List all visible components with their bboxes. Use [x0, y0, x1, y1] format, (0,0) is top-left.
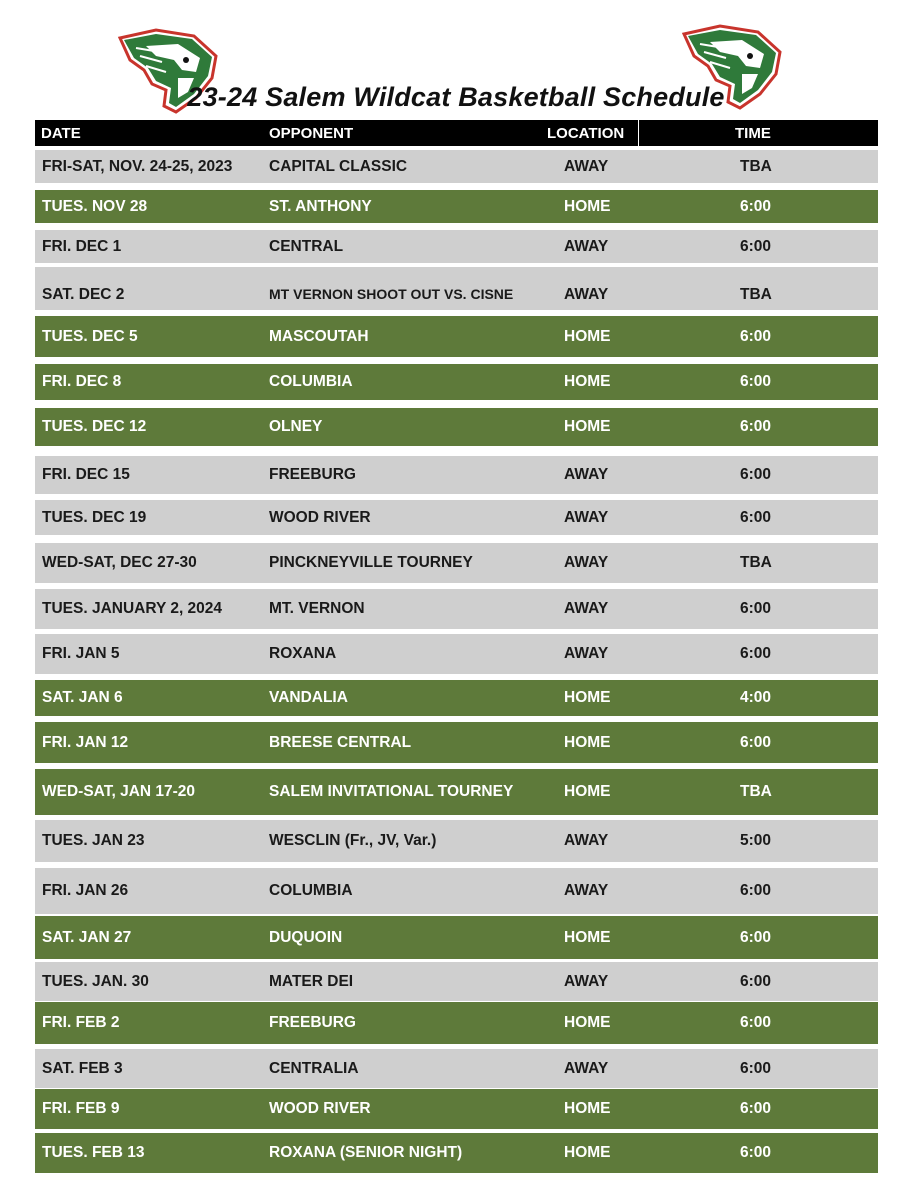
page-title: 23-24 Salem Wildcat Basketball Schedule [187, 82, 725, 112]
row-date: FRI-SAT, NOV. 24-25, 2023 [42, 158, 233, 175]
row-date: FRI. DEC 8 [42, 373, 122, 390]
table-row [35, 634, 878, 674]
row-date: TUES. NOV 28 [42, 198, 148, 215]
row-date: FRI. JAN 5 [42, 645, 120, 662]
row-time: 6:00 [740, 1100, 772, 1117]
row-date: TUES. JAN 23 [42, 832, 145, 849]
row-opponent: FREEBURG [269, 1014, 356, 1031]
row-opponent: CAPITAL CLASSIC [269, 158, 408, 175]
table-row [35, 916, 878, 959]
row-location: HOME [564, 929, 611, 946]
row-opponent: SALEM INVITATIONAL TOURNEY [269, 783, 514, 800]
row-time: 6:00 [740, 328, 772, 345]
row-location: AWAY [564, 832, 609, 849]
row-date: WED-SAT, JAN 17-20 [42, 783, 196, 800]
row-date: TUES. DEC 19 [42, 509, 147, 526]
table-row [35, 408, 878, 446]
row-time: 6:00 [740, 882, 772, 899]
table-row [35, 1089, 878, 1129]
table-row [35, 722, 878, 763]
table-row [35, 769, 878, 815]
row-opponent: MT. VERNON [269, 600, 365, 617]
row-date: FRI. JAN 12 [42, 734, 129, 751]
row-date: TUES. DEC 12 [42, 418, 147, 435]
row-location: AWAY [564, 286, 609, 303]
header-time: TIME [735, 125, 771, 142]
row-location: HOME [564, 198, 611, 215]
row-time: 6:00 [740, 600, 772, 617]
row-location: HOME [564, 1144, 611, 1161]
table-row [35, 868, 878, 914]
row-location: HOME [564, 418, 611, 435]
row-time: TBA [740, 554, 772, 571]
row-location: AWAY [564, 509, 609, 526]
row-date: SAT. DEC 2 [42, 286, 125, 303]
row-location: AWAY [564, 466, 609, 483]
table-row [35, 1049, 878, 1088]
row-opponent: WOOD RIVER [269, 1100, 371, 1117]
row-opponent: DUQUOIN [269, 929, 343, 946]
row-opponent: PINCKNEYVILLE TOURNEY [269, 554, 473, 571]
row-date: FRI. JAN 26 [42, 882, 129, 899]
row-time: 6:00 [740, 734, 772, 751]
table-row [35, 543, 878, 583]
table-row [35, 820, 878, 862]
header-date: DATE [41, 125, 81, 142]
row-opponent: MT VERNON SHOOT OUT VS. CISNE [269, 286, 514, 302]
row-opponent: ROXANA (SENIOR NIGHT) [269, 1144, 463, 1161]
row-time: 4:00 [740, 689, 772, 706]
row-location: AWAY [564, 238, 609, 255]
row-date: FRI. FEB 9 [42, 1100, 120, 1117]
row-date: WED-SAT, DEC 27-30 [42, 554, 197, 571]
table-row [35, 589, 878, 629]
row-location: HOME [564, 373, 611, 390]
row-opponent: WESCLIN (Fr., JV, Var.) [269, 832, 437, 849]
row-time: 6:00 [740, 1060, 772, 1077]
table-row [35, 190, 878, 223]
row-opponent: WOOD RIVER [269, 509, 371, 526]
row-date: FRI. DEC 1 [42, 238, 122, 255]
row-location: HOME [564, 689, 611, 706]
table-row [35, 267, 878, 310]
row-location: AWAY [564, 973, 609, 990]
row-location: AWAY [564, 882, 609, 899]
row-date: FRI. DEC 15 [42, 466, 130, 483]
row-location: HOME [564, 734, 611, 751]
row-location: HOME [564, 783, 611, 800]
header-opponent: OPPONENT [269, 125, 354, 142]
row-time: 6:00 [740, 418, 772, 435]
row-location: AWAY [564, 645, 609, 662]
row-date: TUES. DEC 5 [42, 328, 138, 345]
row-time: 6:00 [740, 1014, 772, 1031]
row-date: SAT. JAN 6 [42, 689, 123, 706]
row-opponent: VANDALIA [269, 689, 348, 706]
row-location: HOME [564, 328, 611, 345]
row-opponent: COLUMBIA [269, 373, 353, 390]
row-opponent: CENTRAL [269, 238, 344, 255]
table-row [35, 1133, 878, 1173]
row-location: AWAY [564, 600, 609, 617]
row-date: SAT. FEB 3 [42, 1060, 123, 1077]
row-time: 6:00 [740, 645, 772, 662]
row-time: TBA [740, 286, 772, 303]
row-location: HOME [564, 1100, 611, 1117]
table-row [35, 150, 878, 183]
row-opponent: COLUMBIA [269, 882, 353, 899]
table-row [35, 316, 878, 357]
row-time: 6:00 [740, 198, 772, 215]
row-location: AWAY [564, 158, 609, 175]
table-row [35, 962, 878, 1001]
table-row [35, 364, 878, 400]
table-row [35, 230, 878, 263]
row-opponent: MASCOUTAH [269, 328, 369, 345]
header-location: LOCATION [547, 125, 625, 142]
row-location: AWAY [564, 1060, 609, 1077]
row-time: 6:00 [740, 373, 772, 390]
row-opponent: FREEBURG [269, 466, 356, 483]
table-header [35, 120, 878, 146]
row-opponent: ROXANA [269, 645, 337, 662]
row-time: 6:00 [740, 1144, 772, 1161]
row-opponent: OLNEY [269, 418, 323, 435]
table-row [35, 1002, 878, 1044]
row-date: FRI. FEB 2 [42, 1014, 120, 1031]
row-date: SAT. JAN 27 [42, 929, 132, 946]
row-opponent: ST. ANTHONY [269, 198, 372, 215]
row-time: 6:00 [740, 509, 772, 526]
row-opponent: CENTRALIA [269, 1060, 359, 1077]
row-time: TBA [740, 783, 772, 800]
row-time: 6:00 [740, 973, 772, 990]
row-time: 6:00 [740, 466, 772, 483]
table-row [35, 500, 878, 535]
row-location: HOME [564, 1014, 611, 1031]
row-time: 5:00 [740, 832, 772, 849]
row-time: 6:00 [740, 929, 772, 946]
row-opponent: MATER DEI [269, 973, 354, 990]
row-opponent: BREESE CENTRAL [269, 734, 412, 751]
row-date: TUES. JANUARY 2, 2024 [42, 600, 223, 617]
row-date: TUES. FEB 13 [42, 1144, 145, 1161]
row-date: TUES. JAN. 30 [42, 973, 149, 990]
row-time: TBA [740, 158, 772, 175]
row-time: 6:00 [740, 238, 772, 255]
row-location: AWAY [564, 554, 609, 571]
table-row [35, 456, 878, 494]
table-row [35, 680, 878, 716]
